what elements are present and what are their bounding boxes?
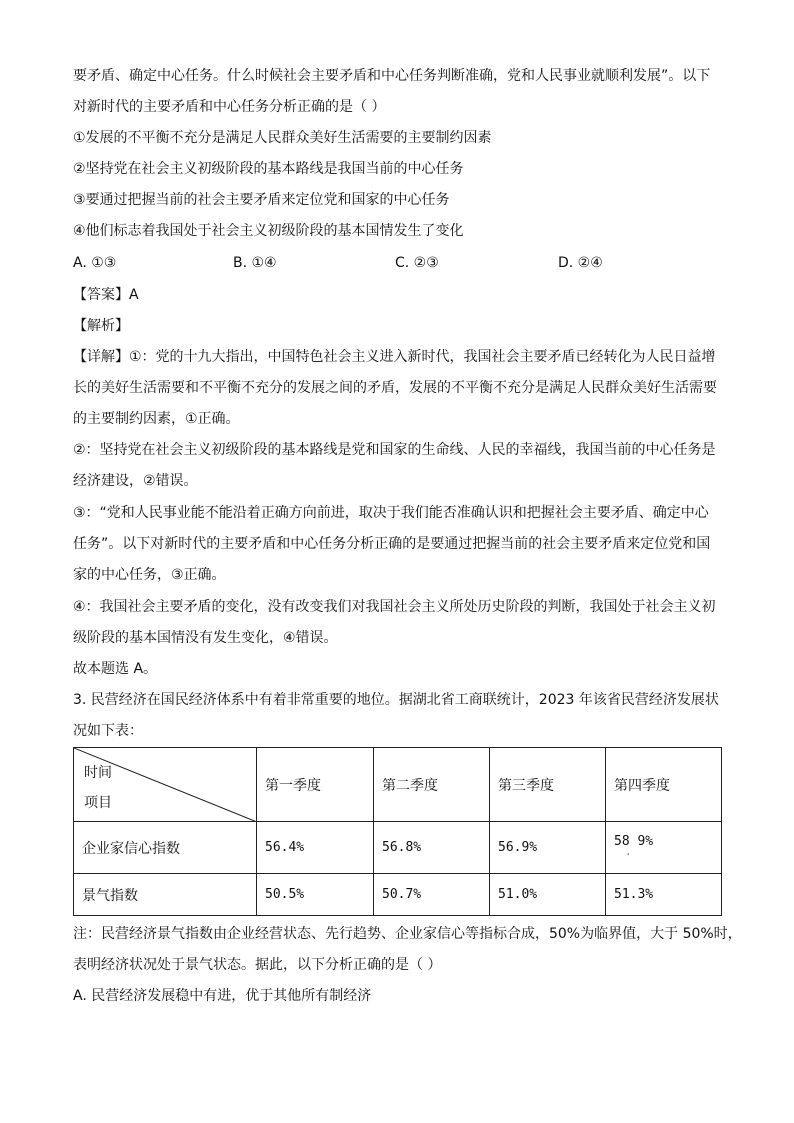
column-header-q3: 第三季度 <box>490 748 606 822</box>
q2-detail-line-5: 经济建设，②错误。 <box>73 473 198 489</box>
cell-prosperity-q3: 51.0% <box>490 874 606 916</box>
table-row-confidence <box>74 822 722 874</box>
corner-label-time: 时间 <box>84 765 112 781</box>
q3-data-table <box>73 747 722 916</box>
q2-detail-line-1: 【详解】①：党的十九大指出，中国特色社会主义进入新时代，我国社会主要矛盾已经转化为人民日益增 <box>73 349 716 365</box>
q2-option-a: A. ①③ <box>73 255 117 271</box>
q2-stem-line-2: 对新时代的主要矛盾和中心任务分析正确的是（ ） <box>73 99 386 115</box>
q2-stem-line-1: 要矛盾、确定中心任务。什么时候社会主要矛盾和中心任务判断准确，党和人民事业就顺利发展”。以下 <box>73 68 711 84</box>
cell-confidence-q1: 56.4% <box>257 822 374 874</box>
q2-conclusion: 故本题选 A。 <box>73 661 158 677</box>
cell-confidence-q3: 56.9% <box>490 822 606 874</box>
q2-detail-line-2: 长的美好生活需要和不平衡不充分的发展之间的矛盾，发展的不平衡不充分是满足人民群众美好生活需要 <box>73 380 717 396</box>
row-label-confidence: 企业家信心指数 <box>74 822 257 874</box>
table-corner-cell <box>74 748 257 822</box>
table-row-prosperity <box>74 874 722 916</box>
q3-stem-line-1: 3. 民营经济在国民经济体系中有着非常重要的地位。据湖北省工商联统计，2023 年该省民营经济发展状 <box>73 692 719 708</box>
q2-detail-line-8: 家的中心任务，③正确。 <box>73 567 226 583</box>
q3-note-line-1: 注：民营经济景气指数由企业经营状态、先行趋势、企业家信心等指标合成，50%为临界值，大于 50%时， <box>73 926 742 942</box>
column-header-q2: 第二季度 <box>374 748 490 822</box>
q2-statement-1: ①发展的不平衡不充分是满足人民群众美好生活需要的主要制约因素 <box>73 130 492 146</box>
q2-detail-line-9: ④：我国社会主要矛盾的变化，没有改变我们对我国社会主义所处历史阶段的判断，我国处于社会主义初 <box>73 599 716 615</box>
table-header-row <box>74 748 722 822</box>
cell-confidence-q2: 56.8% <box>374 822 490 874</box>
stray-mark: ' <box>627 852 630 861</box>
q2-option-d: D. ②④ <box>558 255 603 271</box>
q2-option-b: B. ①④ <box>233 255 277 271</box>
cell-prosperity-q1: 50.5% <box>257 874 374 916</box>
q3-option-a: A. 民营经济发展稳中有进，优于其他所有制经济 <box>73 988 372 1004</box>
q2-detail-line-7: 任务”。以下对新时代的主要矛盾和中心任务分析正确的是要通过把握当前的社会主要矛盾来定位党和国 <box>73 536 711 552</box>
q3-note-line-2: 表明经济状况处于景气状态。据此，以下分析正确的是（ ） <box>73 957 442 973</box>
q2-statement-2: ②坚持党在社会主义初级阶段的基本路线是我国当前的中心任务 <box>73 161 464 177</box>
cell-prosperity-q4: 51.3% <box>606 874 722 916</box>
q2-statement-3: ③要通过把握当前的社会主要矛盾来定位党和国家的中心任务 <box>73 192 450 208</box>
q2-statement-4: ④他们标志着我国处于社会主义初级阶段的基本国情发生了变化 <box>73 223 464 239</box>
cell-prosperity-q2: 50.7% <box>374 874 490 916</box>
q2-detail-line-4: ②：坚持党在社会主义初级阶段的基本路线是党和国家的生命线、人民的幸福线，我国当前的中心任务是 <box>73 442 716 458</box>
q2-detail-line-3: 的主要制约因素，①正确。 <box>73 411 240 427</box>
q2-detail-line-10: 级阶段的基本国情没有发生变化，④错误。 <box>73 630 338 646</box>
q2-detail-line-6: ③：“党和人民事业能不能沿着正确方向前进，取决于我们能否准确认识和把握社会主要矛盾、确定中心 <box>73 505 709 521</box>
corner-label-item: 项目 <box>84 795 112 811</box>
row-label-prosperity: 景气指数 <box>74 874 257 916</box>
q3-stem-line-2: 况如下表： <box>73 723 143 739</box>
q2-option-c: C. ②③ <box>395 255 439 271</box>
column-header-q1: 第一季度 <box>257 748 374 822</box>
q2-answer: 【答案】A <box>73 287 139 303</box>
column-header-q4: 第四季度 <box>606 748 722 822</box>
q2-analysis-label: 【解析】 <box>73 318 129 334</box>
cell-confidence-q4: 58 9% <box>606 822 722 874</box>
